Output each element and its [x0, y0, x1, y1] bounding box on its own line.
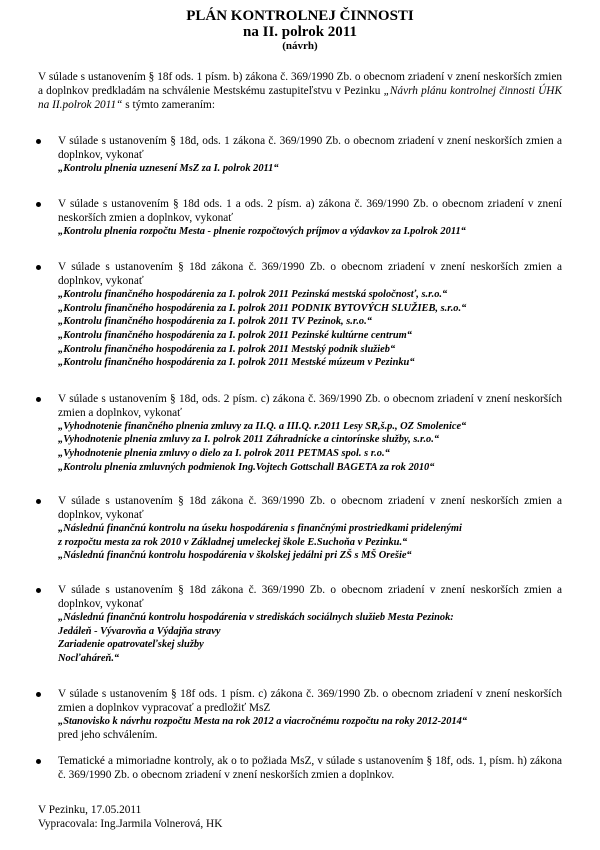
item-task-line: Jedáleň - Vývarovňa a Výdajňa stravy	[58, 625, 221, 637]
item-task-line: „Kontrolu finančného hospodárenia za I. polrok 2011 Pezinské kultúrne centrum“	[58, 329, 412, 341]
item-task-line: „Následnú finančnú kontrolu na úseku hospodárenia s finančnými prostriedkami pridelenými	[58, 523, 462, 535]
bullet-icon	[36, 397, 41, 402]
bullet-icon	[36, 202, 41, 207]
bullet-icon	[36, 588, 41, 593]
item-task-line: „Kontrolu finančného hospodárenia za I. polrok 2011 PODNIK BYTOVÝCH SLUŽIEB, s.r.o.“	[58, 302, 467, 314]
item-lead-text: V súlade s ustanovením § 18d zákona č. 369/1990 Zb. o obecnom zriadení v znení neskorších zmien a doplnkov, vykonať	[58, 583, 562, 610]
control-items-list	[0, 134, 600, 782]
place-date: V Pezinku, 17.05.2011	[38, 804, 142, 816]
author-line: Vypracovala: Ing.Jarmila Volnerová, HK	[38, 818, 223, 830]
bullet-icon	[36, 499, 41, 504]
item-lead-text: Tematické a mimoriadne kontroly, ak o to požiada MsZ, v súlade s ustanovením § 18f, ods. 1, písm. h) zákona č. 369/1990 Zb. o obecnom zriadení v znení neskorších zmien a doplnkov.	[58, 755, 562, 782]
item-task-line: „Vyhodnotenie finančného plnenia zmluvy za II.Q. a III.Q. r.2011 Lesy SR,š.p., OZ Smolenice“	[58, 420, 467, 432]
intro-text-b: s týmto zameraním:	[122, 99, 215, 111]
item-task-line: „Kontrolu finančného hospodárenia za I. polrok 2011 Mestské múzeum v Pezinku“	[58, 357, 415, 369]
item-tail-text: pred jeho schválením.	[58, 728, 158, 741]
control-item	[58, 392, 562, 474]
control-item	[58, 687, 562, 742]
item-task-line: „Kontrolu plnenia zmluvných podmienok Ing.Vojtech Gottschall BAGETA za rok 2010“	[58, 461, 435, 473]
item-task-line: „Vyhodnotenie plnenia zmluvy za I. polrok 2011 Záhradnícke a cintorínske služby, s.r.o.“	[58, 434, 440, 446]
intro-paragraph	[38, 70, 562, 112]
control-item	[58, 494, 562, 563]
bullet-icon	[36, 692, 41, 697]
item-task-line: „Stanovisko k návrhu rozpočtu Mesta na rok 2012 a viacročnému rozpočtu na roky 2012-2014“	[58, 716, 468, 728]
item-lead-text: V súlade s ustanovením § 18d zákona č. 369/1990 Zb. o obecnom zriadení v znení neskorších zmien a doplnkov, vykonať	[58, 495, 562, 522]
item-task-line: „Kontrolu plnenia uznesení MsZ za I. polrok 2011“	[58, 163, 279, 174]
item-lead-text: V súlade s ustanovením § 18d ods. 1 a ods. 2 písm. a) zákona č. 369/1990 Zb. o obecnom zriadení v znení neskorších zmien a doplnkov, vykonať	[58, 197, 562, 224]
bullet-icon	[36, 759, 41, 764]
item-task-line: Zariadenie opatrovateľskej služby	[58, 639, 204, 651]
control-item	[58, 754, 562, 782]
control-item	[58, 583, 562, 665]
intro-text-a: V súlade s ustanovením § 18f ods. 1 písm. b) zákona č. 369/1990 Zb. o obecnom zriadení v znení neskorších zmien a doplnkov predkladám na schválenie Mestskému zastupiteľstvu v Pezinku	[38, 71, 562, 97]
bullet-icon	[36, 265, 41, 270]
item-lead-text: V súlade s ustanovením § 18d zákona č. 369/1990 Zb. o obecnom zriadení v znení neskorších zmien a doplnkov, vykonať	[58, 261, 562, 288]
intro-plan-title: „Návrh plánu kontrolnej činnosti ÚHK na II.polrok 2011“	[38, 85, 562, 111]
document-subtitle: na II. polrok 2011	[243, 24, 357, 40]
item-task-line: Nocľaháreň.“	[58, 652, 120, 664]
item-task-line: „Kontrolu finančného hospodárenia za I. polrok 2011 Pezinská mestská spoločnosť, s.r.o.“	[58, 289, 448, 301]
document-title: PLÁN KONTROLNEJ ČINNOSTI	[186, 8, 414, 24]
item-task-line: z rozpočtu mesta za rok 2010 v Základnej umeleckej škole E.Suchoňa v Pezinku.“	[58, 536, 408, 548]
item-task-line: „Kontrolu finančného hospodárenia za I. polrok 2011 Mestský podnik služieb“	[58, 343, 396, 355]
control-item	[58, 260, 562, 370]
item-lead-text: V súlade s ustanovením § 18d, ods. 2 písm. c) zákona č. 369/1990 Zb. o obecnom zriadení v znení neskorších zmien a doplnkov, vykonať	[58, 392, 562, 419]
item-lead-text: V súlade s ustanovením § 18d, ods. 1 zákona č. 369/1990 Zb. o obecnom zriadení v znení neskorších zmien a doplnkov, vykonať	[58, 135, 562, 161]
item-task-line: „Následnú finančnú kontrolu hospodárenia v školskej jedálni pri ZŠ s MŠ Orešie“	[58, 550, 412, 562]
item-lead-text: V súlade s ustanovením § 18f ods. 1 písm. c) zákona č. 369/1990 Zb. o obecnom zriadení v znení neskorších zmien a doplnkov vypracovať a predložiť MsZ	[58, 688, 562, 715]
item-task-line: „Následnú finančnú kontrolu hospodárenia v strediskách sociálnych služieb Mesta Pezinok:	[58, 611, 454, 623]
item-task-line: „Kontrolu finančného hospodárenia za I. polrok 2011 TV Pezinok, s.r.o.“	[58, 316, 372, 328]
control-item	[58, 197, 562, 239]
draft-label: (návrh)	[282, 40, 318, 52]
bullet-icon	[36, 139, 41, 144]
item-task-line: „Vyhodnotenie plnenia zmluvy o dielo za I. polrok 2011 PETMAS spol. s r.o.“	[58, 447, 390, 459]
signature-block	[38, 803, 222, 831]
item-task-line: „Kontrolu plnenia rozpočtu Mesta - plnenie rozpočtových príjmov a výdavkov za I.polrok 2011“	[58, 225, 466, 237]
control-item	[58, 134, 562, 176]
